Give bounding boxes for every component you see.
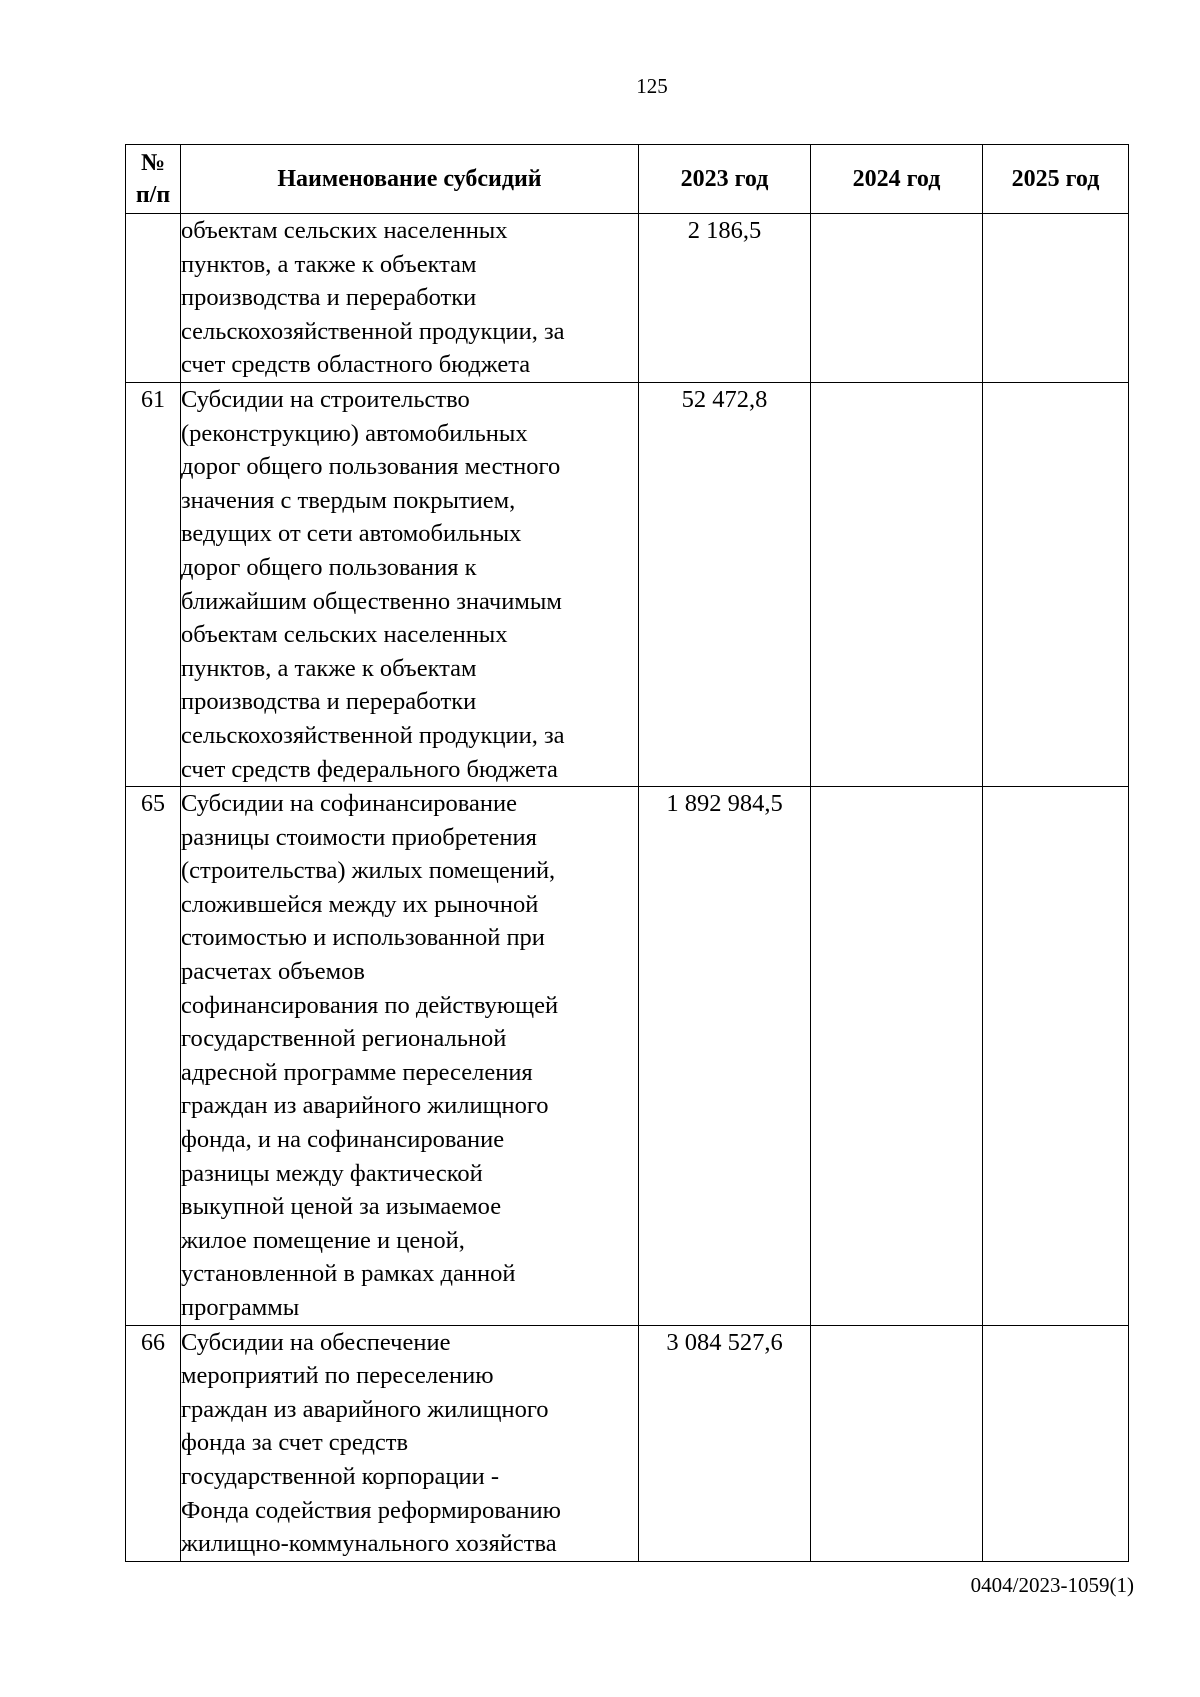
value-2024: [811, 787, 983, 1326]
table-row: [126, 1325, 1129, 1561]
row-number: [126, 214, 181, 383]
subsidies-table: [125, 144, 1129, 1562]
header-2025: 2025 год: [983, 145, 1129, 214]
row-number: 66: [126, 1325, 181, 1561]
value-2023: 2 186,5: [639, 214, 811, 383]
page-number: 125: [636, 74, 668, 98]
subsidy-name: Субсидии на софинансирование разницы стоимости приобретения (строительства) жилых помещений, сложившейся между их рыночной стоимостью и использованной при расчетах объемов софинансирования по действующей государственной региональной адресной программе переселения граждан из аварийного жилищного фонда, и на софинансирование разницы между фактической выкупной ценой за изымаемое жилое помещение и ценой, установленной в рамках данной программы: [181, 787, 639, 1326]
subsidy-name: Субсидии на строительство (реконструкцию) автомобильных дорог общего пользования местного значения с твердым покрытием, ведущих от сети автомобильных дорог общего пользования к ближайшим общественно значимым объектам сельских населенных пунктов, а также к объектам производства и переработки сельскохозяйственной продукции, за счет средств федерального бюджета: [181, 382, 639, 786]
value-2023: 1 892 984,5: [639, 787, 811, 1326]
value-2024: [811, 382, 983, 786]
table-header-row: [126, 145, 1129, 214]
table-row: [126, 382, 1129, 786]
subsidy-name: объектам сельских населенных пунктов, а также к объектам производства и переработки сельскохозяйственной продукции, за счет средств областного бюджета: [181, 214, 639, 383]
table-row: [126, 787, 1129, 1326]
row-number: 61: [126, 382, 181, 786]
header-2023: 2023 год: [639, 145, 811, 214]
value-2023: 3 084 527,6: [639, 1325, 811, 1561]
header-num: № п/п: [126, 145, 181, 214]
row-number: 65: [126, 787, 181, 1326]
header-2024: 2024 год: [811, 145, 983, 214]
subsidy-name: Субсидии на обеспечение мероприятий по переселению граждан из аварийного жилищного фонда за счет средств государственной корпорации - Фонда содействия реформированию жилищно-коммунального хозяйства: [181, 1325, 639, 1561]
table-row: [126, 214, 1129, 383]
value-2023: 52 472,8: [639, 382, 811, 786]
value-2025: [983, 787, 1129, 1326]
value-2025: [983, 1325, 1129, 1561]
value-2025: [983, 382, 1129, 786]
document-code: 0404/2023-1059(1): [970, 1573, 1134, 1597]
value-2024: [811, 214, 983, 383]
value-2024: [811, 1325, 983, 1561]
value-2025: [983, 214, 1129, 383]
header-name: Наименование субсидий: [181, 145, 639, 214]
